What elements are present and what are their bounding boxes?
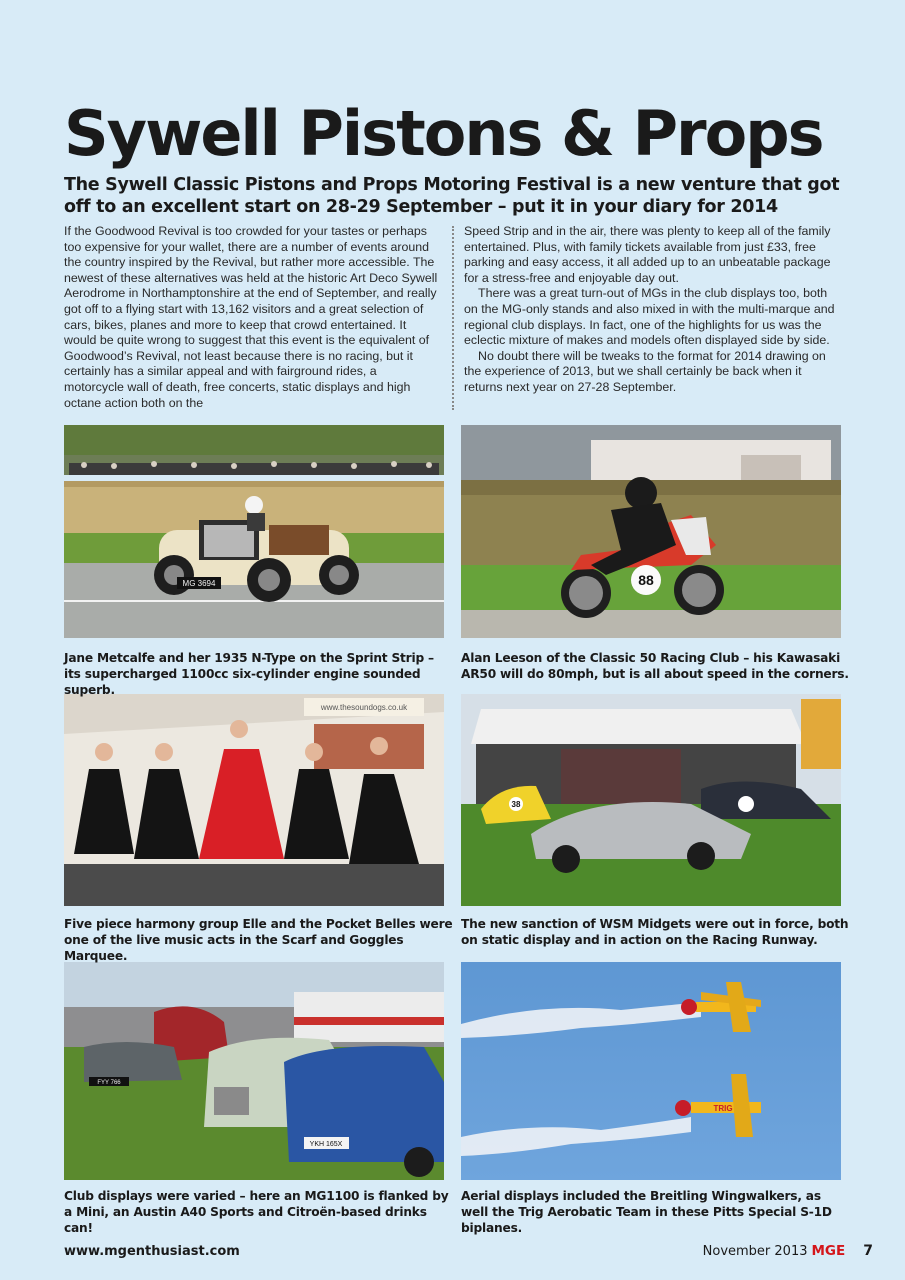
race-number: 38 xyxy=(511,800,521,809)
photo-wsm-midgets xyxy=(461,694,841,906)
body-paragraph: No doubt there will be tweaks to the format for 2014 drawing on the experience of 2013, but we shall certainly be back when it returns next year on 27-28 September. xyxy=(464,348,826,394)
plate-text: MG 3694 xyxy=(182,579,216,588)
column-divider xyxy=(452,226,454,410)
article-title: Sywell Pistons & Props xyxy=(64,97,823,170)
race-number: 88 xyxy=(638,572,654,588)
body-paragraph: If the Goodwood Revival is too crowded for your tastes or perhaps too expensive for your wallet, there are a number of events around the country inspired by the Revival, but rather more accessible. The newest of these alternatives was held at the historic Art Deco Sywell Aerodrome in Northamptonshire at the end of September, and really got off to a flying start with 13,162 visitors and a great selection of cars, bikes, planes and more to keep that crowd entertained. It would be quite wrong to suggest that this event is the equivalent of Goodwood’s Revival, not least because there is no racing, but it certainly has a similar appeal and with fairground rides, a motorcycle wall of death, free concerts, static displays and high octane action both on the xyxy=(64,224,438,410)
page-number: 7 xyxy=(863,1243,873,1259)
footer-brand: MGE xyxy=(811,1243,846,1259)
plate-text: YKH 165X xyxy=(309,1141,343,1148)
footer-website-link[interactable]: www.mgenthusiast.com xyxy=(64,1244,240,1259)
photo-caption: Club displays were varied – here an MG1100 is flanked by a Mini, an Austin A40 Sports and Citroën-based drinks can! xyxy=(64,1189,449,1235)
photo-pocket-belles xyxy=(64,694,444,906)
photo-caption: Alan Leeson of the Classic 50 Racing Club – his Kawasaki AR50 will do 80mph, but is all about speed in the corners. xyxy=(461,651,849,681)
banner-text: www.thesoundogs.co.uk xyxy=(320,703,408,712)
body-column-right xyxy=(464,224,840,396)
plate-text: FYY 766 xyxy=(97,1080,121,1086)
photo-club-displays xyxy=(64,962,444,1180)
footer-date: November 2013 xyxy=(702,1244,808,1259)
body-paragraph: There was a great turn-out of MGs in the club displays too, both on the MG-only stands and also mixed in with the multi-marque and regional club displays. In fact, one of the highlights for us was the eclectic mixture of makes and models often displayed side by side. xyxy=(464,286,835,348)
photo-caption: Jane Metcalfe and her 1935 N-Type on the Sprint Strip – its supercharged 1100cc six-cylinder engine sounded superb. xyxy=(64,651,434,697)
photo-caption: Five piece harmony group Elle and the Pocket Belles were one of the live music acts in the Scarf and Goggles Marquee. xyxy=(64,917,453,963)
footer-issue-info xyxy=(703,1243,873,1259)
photo-caption: Aerial displays included the Breitling Wingwalkers, as well the Trig Aerobatic Team in these Pitts Special S-1D biplanes. xyxy=(461,1189,832,1235)
body-paragraph: Speed Strip and in the air, there was plenty to keep all of the family entertained. Plus, with family tickets available from just £33, free parking and easy access, it all added up to an unbeatable package for a stress-free and enjoyable day out. xyxy=(464,224,831,285)
photo-kawasaki-ar50 xyxy=(461,425,841,638)
photo-mg-ntype xyxy=(64,425,444,638)
photo-caption: The new sanction of WSM Midgets were out in force, both on static display and in action on the Racing Runway. xyxy=(461,917,849,947)
body-column-left xyxy=(64,224,440,411)
article-standfirst: The Sywell Classic Pistons and Props Motoring Festival is a new venture that got off to an excellent start on 28-29 September – put it in your diary for 2014 xyxy=(64,175,840,217)
wing-text: TRIG xyxy=(713,1104,733,1113)
photo-aerial-display xyxy=(461,962,841,1180)
